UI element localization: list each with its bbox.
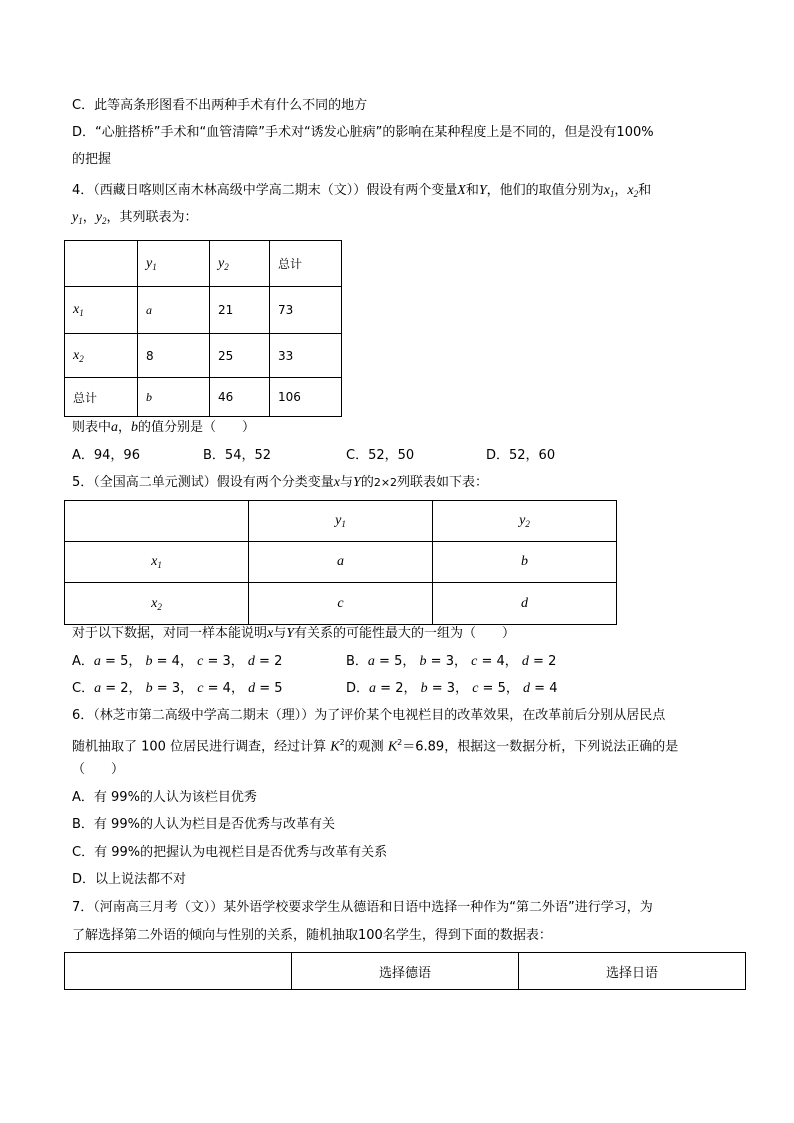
table-header-cell — [138, 241, 210, 287]
subscript: 1 — [152, 261, 157, 272]
option-label: C． — [72, 681, 95, 696]
q4-stem-text: 4．（西藏日喀则区南木林高级中学高二期末（文））假设有两个变量 — [72, 183, 458, 198]
conj-text: 和 — [465, 183, 479, 198]
table-row — [65, 501, 617, 542]
var-x: x — [267, 626, 274, 641]
var-x-capital: X — [457, 183, 466, 198]
q5-option-d: D．a = 2， b = 3， c = 5， d = 4 — [346, 681, 558, 696]
value: 4 — [549, 681, 558, 696]
subscript: 1 — [341, 519, 346, 529]
value: 2 — [395, 681, 404, 696]
table-row — [65, 953, 746, 990]
q5-option-a: A．a = 5， b = 4， c = 3， d = 2 — [72, 654, 283, 669]
value: 4 — [496, 654, 505, 669]
q4-stem-line1 — [72, 181, 651, 204]
q5-question-text: 对于以下数据，对同一样本能说明 — [72, 626, 268, 641]
value: 3 — [171, 681, 181, 696]
table-row-label — [65, 583, 249, 625]
value: 2 — [120, 681, 129, 696]
var-y-capital: Y — [478, 183, 487, 198]
subscript: 2 — [633, 189, 639, 199]
var-y: y — [519, 513, 526, 528]
q4-option-c: C．52，50 — [346, 448, 415, 463]
subscript: 1 — [157, 560, 162, 570]
value: 4 — [222, 681, 231, 696]
var-y: y — [335, 513, 342, 528]
q4-contingency-table — [64, 240, 342, 417]
var-x: x — [151, 554, 158, 569]
q6-stem-text: 随机抽取了 100 位居民进行调查，经过计算 — [72, 739, 327, 755]
table-cell: 106 — [270, 378, 342, 417]
table-dimension: 2×2 — [373, 476, 398, 489]
table-cell-empty — [65, 953, 292, 990]
q5-question — [72, 624, 515, 644]
option-label: B． — [346, 654, 368, 669]
table-header-cell — [249, 501, 433, 542]
subscript: 1 — [79, 308, 84, 318]
table-row — [65, 583, 617, 625]
comma: ， — [118, 420, 132, 435]
var-k: K — [330, 739, 340, 755]
q6-stem-text-c: ＝6.89，根据这一数据分析，下列说法正确的是 — [402, 739, 679, 755]
var-y-capital: Y — [353, 475, 361, 490]
q5-contingency-table — [64, 500, 617, 625]
var-x: x — [73, 347, 80, 363]
table-cell: b — [433, 542, 617, 583]
subscript: 2 — [79, 353, 84, 364]
option-label: D． — [346, 681, 370, 696]
q7-data-table — [64, 952, 746, 990]
value: 5 — [120, 654, 129, 669]
table-cell: 21 — [210, 287, 270, 334]
q6-option-c: C．有 99%的把握认为电视栏目是否优秀与改革有关系 — [72, 845, 388, 860]
q5-stem-text: 5．（全国高二单元测试）假设有两个分类变量 — [72, 475, 334, 490]
q5-option-c: C．a = 2， b = 3， c = 4， d = 5 — [72, 681, 283, 696]
conj-text: 和 — [638, 183, 652, 198]
table-cell: 8 — [138, 334, 210, 378]
q4-option-d: D．52，60 — [486, 448, 556, 463]
table-header-cell: 选择德语 — [292, 953, 519, 990]
q6-option-b: B．有 99%的人认为栏目是否优秀与改革有关 — [72, 817, 335, 832]
var-x: x — [333, 475, 340, 490]
table-cell: a — [138, 287, 210, 334]
var-y-capital: Y — [286, 626, 295, 641]
table-cell: b — [138, 378, 210, 417]
table-row — [65, 241, 342, 287]
q5-stem-text-c: 列联表如下表： — [397, 475, 489, 490]
var-x: x — [73, 302, 80, 317]
q3-option-c: C．此等高条形图看不出两种手术有什么不同的地方 — [72, 98, 368, 113]
table-row-label — [65, 542, 249, 583]
table-cell: 73 — [270, 287, 342, 334]
var-x: x — [603, 183, 610, 198]
value: 3 — [222, 654, 231, 669]
table-header-cell — [210, 241, 270, 287]
q7-stem-line1: 7．（河南高三月考（文））某外语学校要求学生从德语和日语中选择一种作为“第二外语”进行学习，为 — [72, 900, 653, 915]
var-y: y — [72, 210, 79, 225]
table-row — [65, 542, 617, 583]
var-k: K — [387, 739, 398, 755]
q4-option-b: B．54，52 — [203, 448, 272, 463]
var-x: x — [627, 183, 634, 198]
table-row-label — [65, 287, 138, 334]
q4-stem-text-b: ，他们的取值分别为 — [486, 183, 604, 198]
q5-stem-text-b: 的 — [360, 475, 374, 490]
q4-question — [72, 418, 255, 438]
var-y: y — [95, 210, 102, 225]
value: 4 — [171, 654, 180, 669]
table-cell: 46 — [210, 378, 270, 417]
table-cell: a — [249, 542, 433, 583]
table-cell: 25 — [210, 334, 270, 378]
q5-question-suffix: 有关系的可能性最大的一组为（ ） — [294, 626, 516, 641]
table-row — [65, 287, 342, 334]
superscript: 2 — [397, 738, 403, 747]
subscript: 2 — [157, 601, 162, 612]
q6-stem-line1: 6．（林芝市第二高级中学高二期末（理））为了评价某个电视栏目的改革效果，在改革前后分别从居民点 — [72, 708, 666, 723]
value: 3 — [446, 681, 456, 696]
table-row-label — [65, 334, 138, 378]
q5-stem — [72, 473, 488, 493]
subscript: 1 — [78, 216, 83, 226]
table-header-cell — [433, 501, 617, 542]
table-header-cell: 总计 — [270, 241, 342, 287]
value: 5 — [394, 654, 403, 669]
q4-question-text: 则表中 — [72, 420, 112, 435]
comma: ， — [614, 183, 628, 198]
q6-stem-text-b: 的观测 — [344, 739, 384, 755]
subscript: 2 — [224, 261, 229, 272]
table-row-label: 总计 — [65, 378, 138, 417]
q6-stem-line2 — [72, 733, 678, 757]
table-cell-empty — [65, 241, 138, 287]
subscript: 1 — [609, 189, 615, 199]
q5-option-b: B．a = 5， b = 3， c = 4， d = 2 — [346, 654, 557, 669]
q4-stem-line2 — [72, 208, 197, 231]
table-row — [65, 378, 342, 417]
var-y: y — [146, 255, 153, 271]
table-cell: d — [433, 583, 617, 625]
value: 3 — [445, 654, 454, 669]
q3-option-d: D．“心脏搭桥”手术和“血管清障”手术对“诱发心脏病”的影响在某种程度上是不同的，但是没有100% — [72, 125, 654, 140]
subscript: 2 — [525, 519, 530, 529]
superscript: 2 — [339, 738, 345, 747]
value: 5 — [497, 681, 506, 696]
var-y: y — [218, 255, 225, 271]
subscript: 2 — [101, 216, 107, 226]
q7-stem-line2: 了解选择第二外语的倾向与性别的关系，随机抽取100名学生，得到下面的数据表： — [72, 928, 552, 943]
conj-text: 与 — [273, 626, 287, 641]
conj-text: 与 — [340, 475, 354, 490]
q3-option-d-continued: 的把握 — [72, 152, 112, 167]
var-b: b — [131, 420, 139, 435]
var-x: x — [151, 595, 158, 611]
q4-option-a: A．94，96 — [72, 448, 140, 463]
q4-stem-end: ，其列联表为： — [106, 210, 198, 225]
table-cell-empty — [65, 501, 249, 542]
q6-option-d: D．以上说法都不对 — [72, 872, 187, 887]
table-cell: c — [249, 583, 433, 625]
table-row — [65, 334, 342, 378]
var-a: a — [111, 420, 119, 435]
table-header-cell: 选择日语 — [519, 953, 746, 990]
option-label: A． — [72, 654, 94, 669]
comma: ， — [82, 210, 96, 225]
table-cell: 33 — [270, 334, 342, 378]
q6-option-a: A．有 99%的人认为该栏目优秀 — [72, 790, 257, 805]
value: 2 — [274, 654, 283, 669]
value: 5 — [274, 681, 283, 696]
q4-question-suffix: 的值分别是（ ） — [138, 420, 256, 435]
value: 2 — [548, 654, 557, 669]
q6-paren: （ ） — [72, 762, 125, 777]
